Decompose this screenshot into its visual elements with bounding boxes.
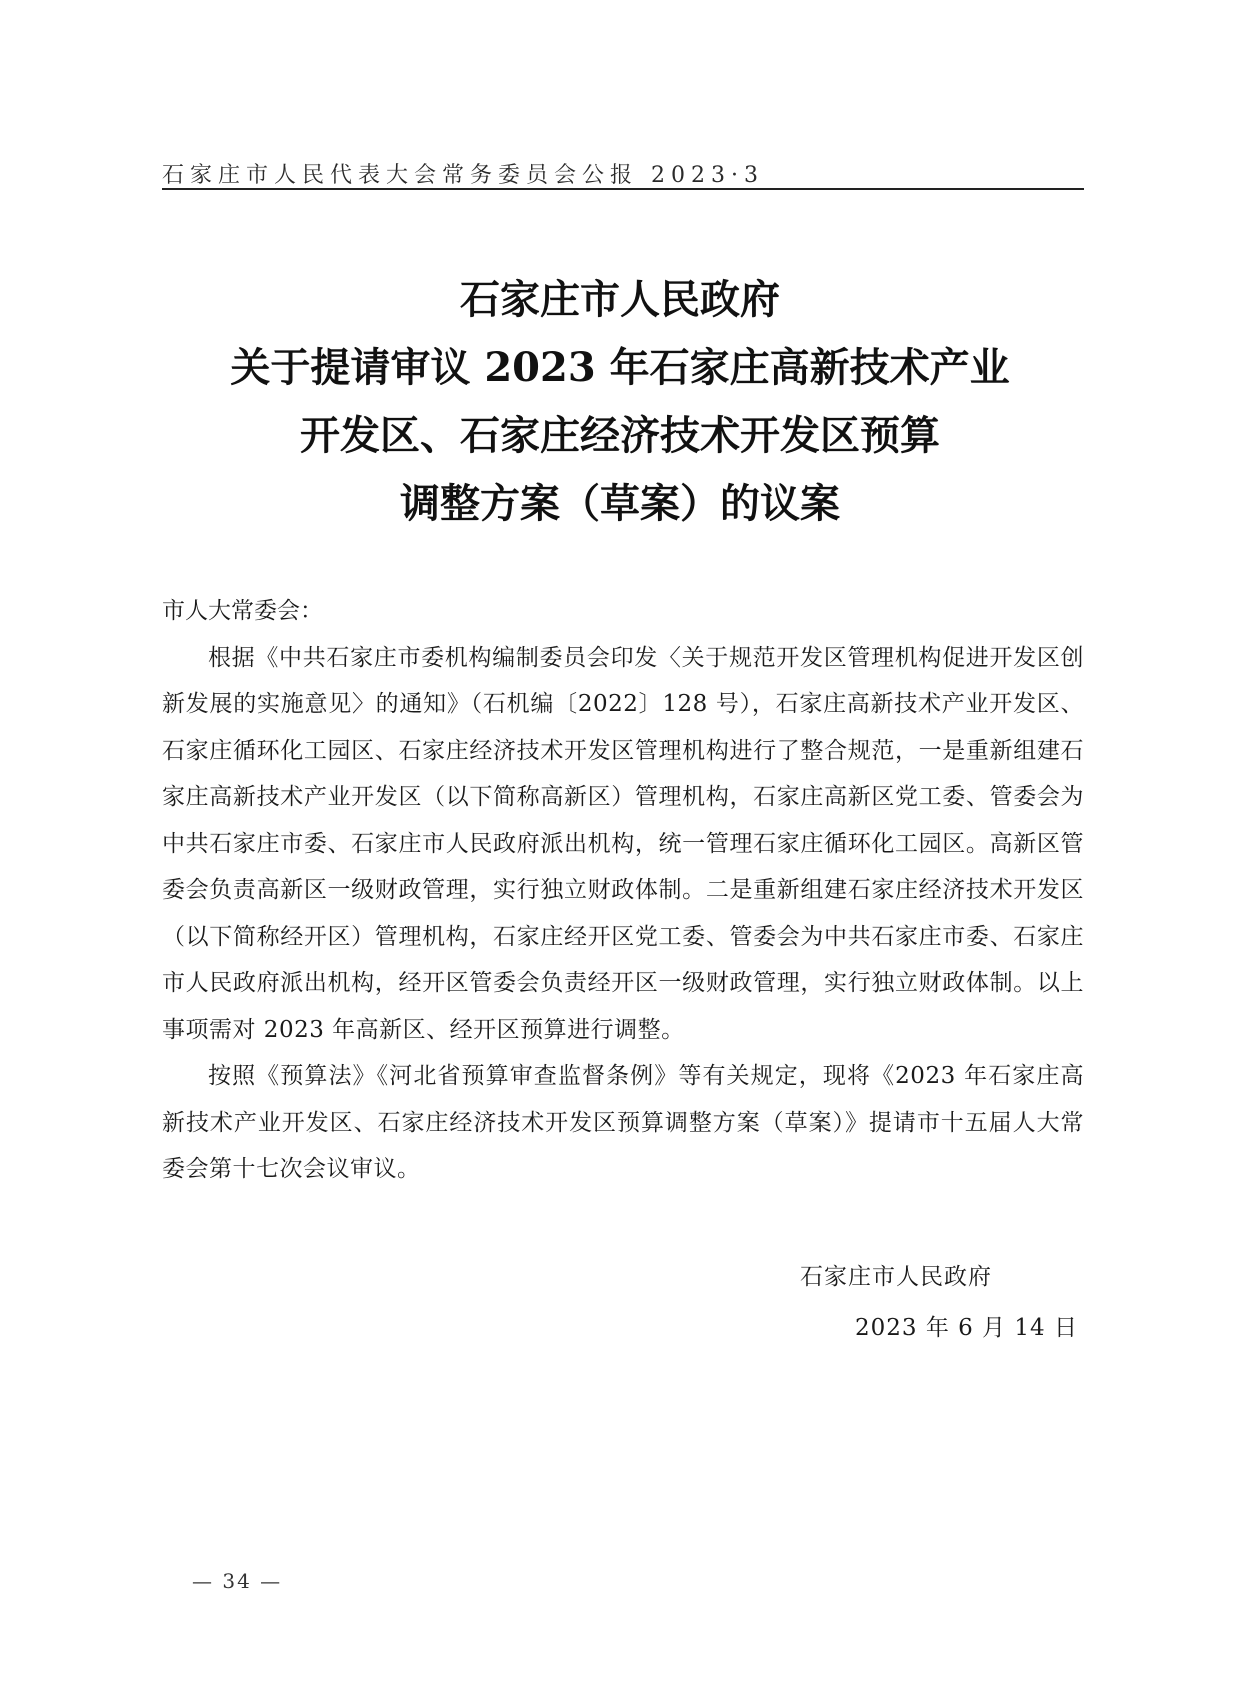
- title-line-4: 调整方案（草案）的议案: [400, 480, 840, 527]
- body-paragraph-1: 根据《中共石家庄市委机构编制委员会印发〈关于规范开发区管理机构促进开发区创新发展的实施意见〉的通知》（石机编〔2022〕128 号），石家庄高新技术产业开发区、石家庄循环化工园区、石家庄经济技术开发区管理机构进行了整合规范，一是重新组建石家庄高新技术产业开发区（以下简称高新区）管理机构，石家庄高新区党工委、管委会为中共石家庄市委、石家庄市人民政府派出机构，统一管理石家庄循环化工园区。高新区管委会负责高新区一级财政管理，实行独立财政体制。二是重新组建石家庄经济技术开发区（以下简称经开区）管理机构，石家庄经开区党工委、管委会为中共石家庄市委、石家庄市人民政府派出机构，经开区管委会负责经开区一级财政管理，实行独立财政体制。以上事项需对 2023 年高新区、经开区预算进行调整。: [162, 644, 1084, 1043]
- body-paragraph-2: 按照《预算法》《河北省预算审查监督条例》等有关规定，现将《2023 年石家庄高新技术产业开发区、石家庄经济技术开发区预算调整方案（草案）》提请市十五届人大常委会第十七次会议审议。: [162, 1063, 1084, 1182]
- signature-org: 石家庄市人民政府: [800, 1264, 992, 1290]
- signature-date: 2023 年 6 月 14 日: [855, 1315, 1078, 1341]
- bulletin-header: 石家庄市人民代表大会常务委员会公报 2023·3: [162, 163, 764, 188]
- document-title: [0, 266, 1240, 538]
- title-line-1: 石家庄市人民政府: [460, 276, 780, 323]
- title-line-3: 开发区、石家庄经济技术开发区预算: [300, 412, 940, 459]
- title-line-2: 关于提请审议 2023 年石家庄高新技术产业: [230, 344, 1010, 391]
- header-divider: [162, 188, 1084, 190]
- document-body: [162, 588, 1084, 1193]
- page-number: — 34 —: [192, 1569, 283, 1593]
- salutation: 市人大常委会：: [162, 598, 323, 624]
